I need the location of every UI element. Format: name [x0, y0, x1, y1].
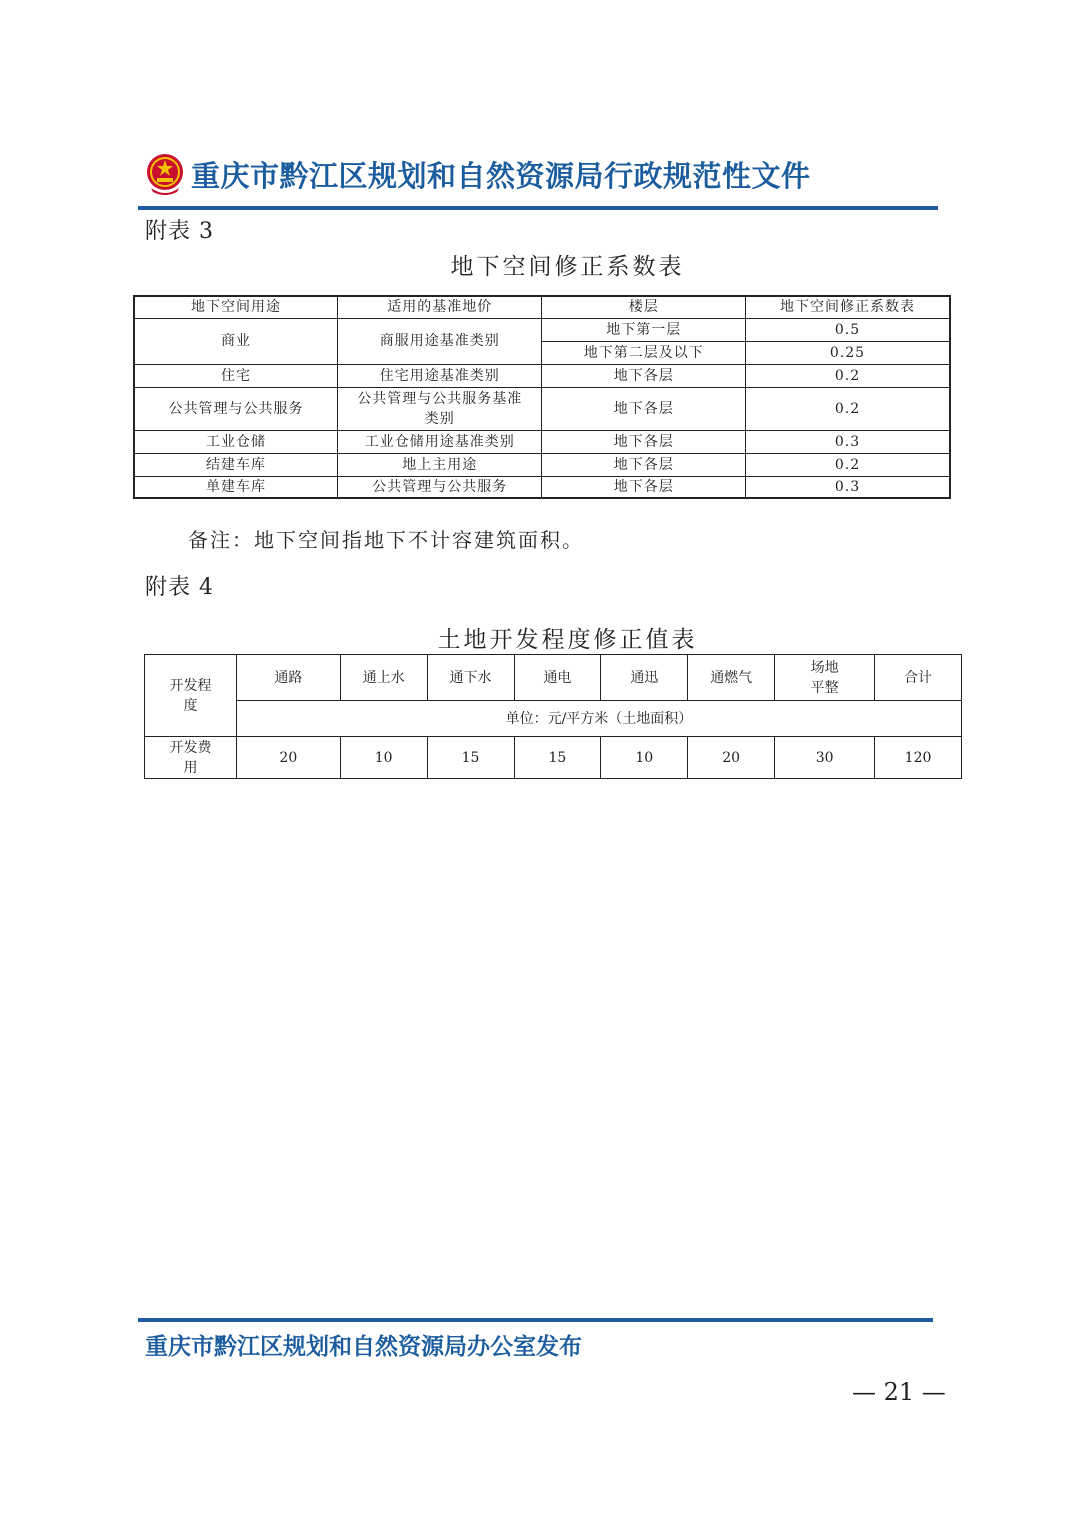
header-rule: [138, 206, 938, 210]
column-header-cell: 通迅: [601, 655, 688, 701]
value-cell: 10: [601, 737, 688, 779]
value-cell: 10: [340, 737, 427, 779]
floor-cell: 地下各层: [542, 364, 745, 387]
header-cell: 楼层: [542, 296, 745, 318]
table-row: [134, 364, 950, 387]
floor-cell: 地下第二层及以下: [542, 341, 745, 364]
appendix3-label: 附表 3: [145, 219, 214, 244]
base-cell: 商服用途基准类别: [337, 318, 542, 364]
column-header-cell: 通下水: [427, 655, 514, 701]
floor-cell: 地下各层: [542, 430, 745, 453]
floor-cell: 地下各层: [542, 387, 745, 430]
base-cell: 公共管理与公共服务: [337, 476, 542, 498]
value-cell: 15: [427, 737, 514, 779]
footer-publisher: 重庆市黔江区规划和自然资源局办公室发布: [145, 1334, 582, 1360]
appendix3-title: 地下空间修正系数表: [450, 254, 685, 280]
use-cell: 商业: [134, 318, 337, 364]
appendix4-title: 土地开发程度修正值表: [437, 627, 698, 653]
coef-cell: 0.2: [745, 453, 950, 476]
value-cell: 20: [236, 737, 340, 779]
page-number: — 21 —: [852, 1378, 946, 1406]
table-row: [134, 453, 950, 476]
coef-cell: 0.3: [745, 430, 950, 453]
table-row: [134, 387, 950, 430]
value-cell: 15: [514, 737, 601, 779]
appendix4-label: 附表 4: [145, 575, 214, 600]
value-cell: 120: [875, 737, 962, 779]
national-emblem-icon: [145, 152, 185, 196]
coef-cell: 0.25: [745, 341, 950, 364]
use-cell: 工业仓储: [134, 430, 337, 453]
table-row: [145, 737, 962, 779]
table-row: [134, 318, 950, 341]
header-title: 重庆市黔江区规划和自然资源局行政规范性文件: [191, 158, 811, 193]
coef-cell: 0.3: [745, 476, 950, 498]
land-development-table: [144, 654, 962, 779]
row-header-cell: 开发程度: [145, 655, 237, 737]
table-row: [134, 476, 950, 498]
document-header: [145, 152, 811, 196]
column-header-cell: 通电: [514, 655, 601, 701]
use-cell: 单建车库: [134, 476, 337, 498]
use-cell: 公共管理与公共服务: [134, 387, 337, 430]
column-header-cell: 通上水: [340, 655, 427, 701]
header-cell: 适用的基准地价: [337, 296, 542, 318]
coef-cell: 0.2: [745, 387, 950, 430]
cost-label-cell: 开发费用: [145, 737, 237, 779]
table-header-row: [145, 655, 962, 701]
column-header-cell: 通路: [236, 655, 340, 701]
footer-rule: [138, 1318, 933, 1322]
floor-cell: 地下各层: [542, 453, 745, 476]
header-cell: 地下空间用途: [134, 296, 337, 318]
column-header-cell: 通燃气: [688, 655, 775, 701]
coef-cell: 0.5: [745, 318, 950, 341]
use-cell: 住宅: [134, 364, 337, 387]
value-cell: 20: [688, 737, 775, 779]
base-cell: 地上主用途: [337, 453, 542, 476]
table-row: [134, 430, 950, 453]
column-header-cell: 合计: [875, 655, 962, 701]
base-cell: 工业仓储用途基准类别: [337, 430, 542, 453]
use-cell: 结建车库: [134, 453, 337, 476]
unit-row: [145, 701, 962, 737]
base-cell: 公共管理与公共服务基准类别: [337, 387, 542, 430]
floor-cell: 地下第一层: [542, 318, 745, 341]
unit-cell: 单位：元/平方米（土地面积）: [236, 701, 961, 737]
underground-space-table: [133, 295, 951, 499]
value-cell: 30: [775, 737, 875, 779]
column-header-cell: 场地平整: [775, 655, 875, 701]
floor-cell: 地下各层: [542, 476, 745, 498]
header-cell: 地下空间修正系数表: [745, 296, 950, 318]
appendix3-note: 备注：地下空间指地下不计容建筑面积。: [188, 528, 584, 552]
table-header-row: [134, 296, 950, 318]
coef-cell: 0.2: [745, 364, 950, 387]
base-cell: 住宅用途基准类别: [337, 364, 542, 387]
